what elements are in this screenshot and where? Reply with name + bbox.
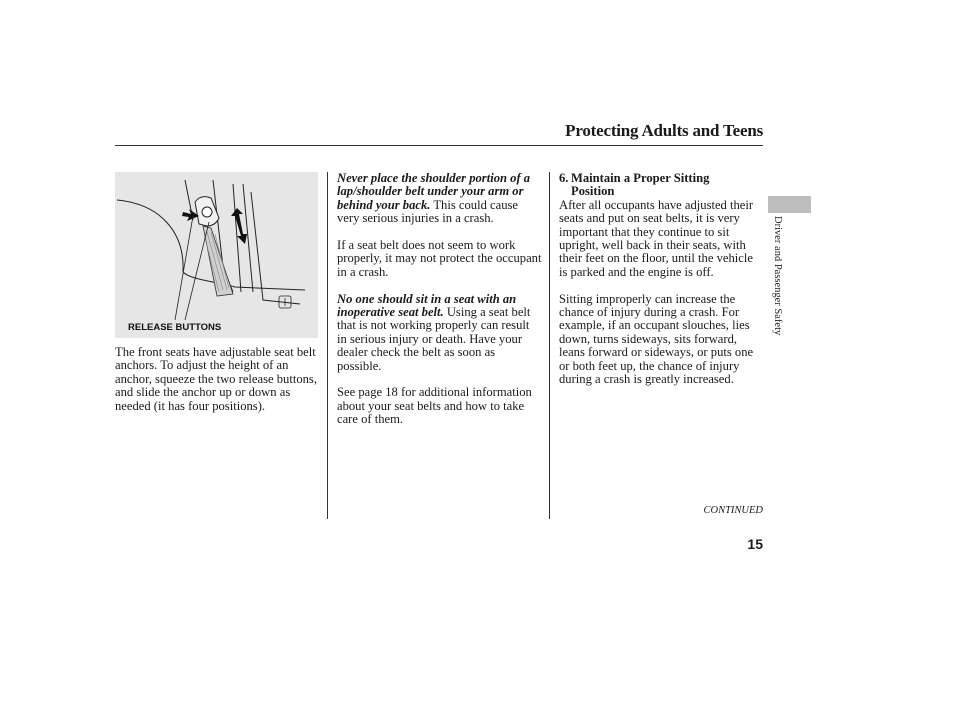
sitting-position-paragraph: After all occupants have adjusted their seats and put on seat belts, it is very important that they continue to sit upright, well back in their seats, with their feet on the floor, until the vehicle is parked and the engine is off. <box>559 197 754 279</box>
column-divider-1 <box>327 172 328 519</box>
section-number: 6. <box>559 171 569 185</box>
column-1 <box>115 346 318 426</box>
page-number: 15 <box>747 536 763 552</box>
warning-paragraph-1 <box>337 172 542 226</box>
warning-1-text: This could cause very serious injuries in a crash. <box>337 197 518 226</box>
anchor-adjust-paragraph: The front seats have adjustable seat belt anchors. To adjust the height of an anchor, squeeze the two release buttons, and slide the anchor up or down as needed (it has four positions). <box>115 345 317 413</box>
warning-2-text: Using a seat belt that is not working properly can result in serious injury or death. Have your dealer check the belt as soon as possible. <box>337 305 531 373</box>
figure-caption: RELEASE BUTTONS <box>128 322 222 333</box>
warning-1-bold: Never place the shoulder portion of a lap/shoulder belt under your arm or behind your back. <box>337 171 531 212</box>
see-page-paragraph: See page 18 for additional information about your seat belts and how to take care of them. <box>337 385 532 427</box>
title-divider <box>115 145 763 146</box>
seat-belt-function-paragraph: If a seat belt does not seem to work properly, it may not protect the occupant in a crash. <box>337 238 542 279</box>
page-title: Protecting Adults and Teens <box>565 121 763 140</box>
column-divider-2 <box>549 172 550 519</box>
warning-paragraph-2 <box>337 293 542 373</box>
continued-label: CONTINUED <box>703 505 763 516</box>
section-side-label: Driver and Passenger Safety <box>772 216 783 336</box>
section-heading-line-1: Maintain a Proper Sitting <box>571 171 710 185</box>
section-heading-line-2: Position <box>571 184 615 199</box>
improper-sitting-paragraph: Sitting improperly can increase the chance of injury during a crash. For example, if an occupant slouches, lies down, turns sideways, sits forward, leans forward or sideways, or puts one or both feet up, the chance of injury during a crash is greatly increased. <box>559 291 754 387</box>
section-heading <box>559 172 759 199</box>
warning-2-bold: No one should sit in a seat with an inoperative seat belt. <box>337 291 517 320</box>
column-3 <box>559 172 759 400</box>
seat-belt-anchor-figure <box>115 172 318 338</box>
section-tab-marker <box>768 196 811 213</box>
column-2 <box>337 172 542 440</box>
seat-belt-anchor-illustration <box>115 172 318 338</box>
